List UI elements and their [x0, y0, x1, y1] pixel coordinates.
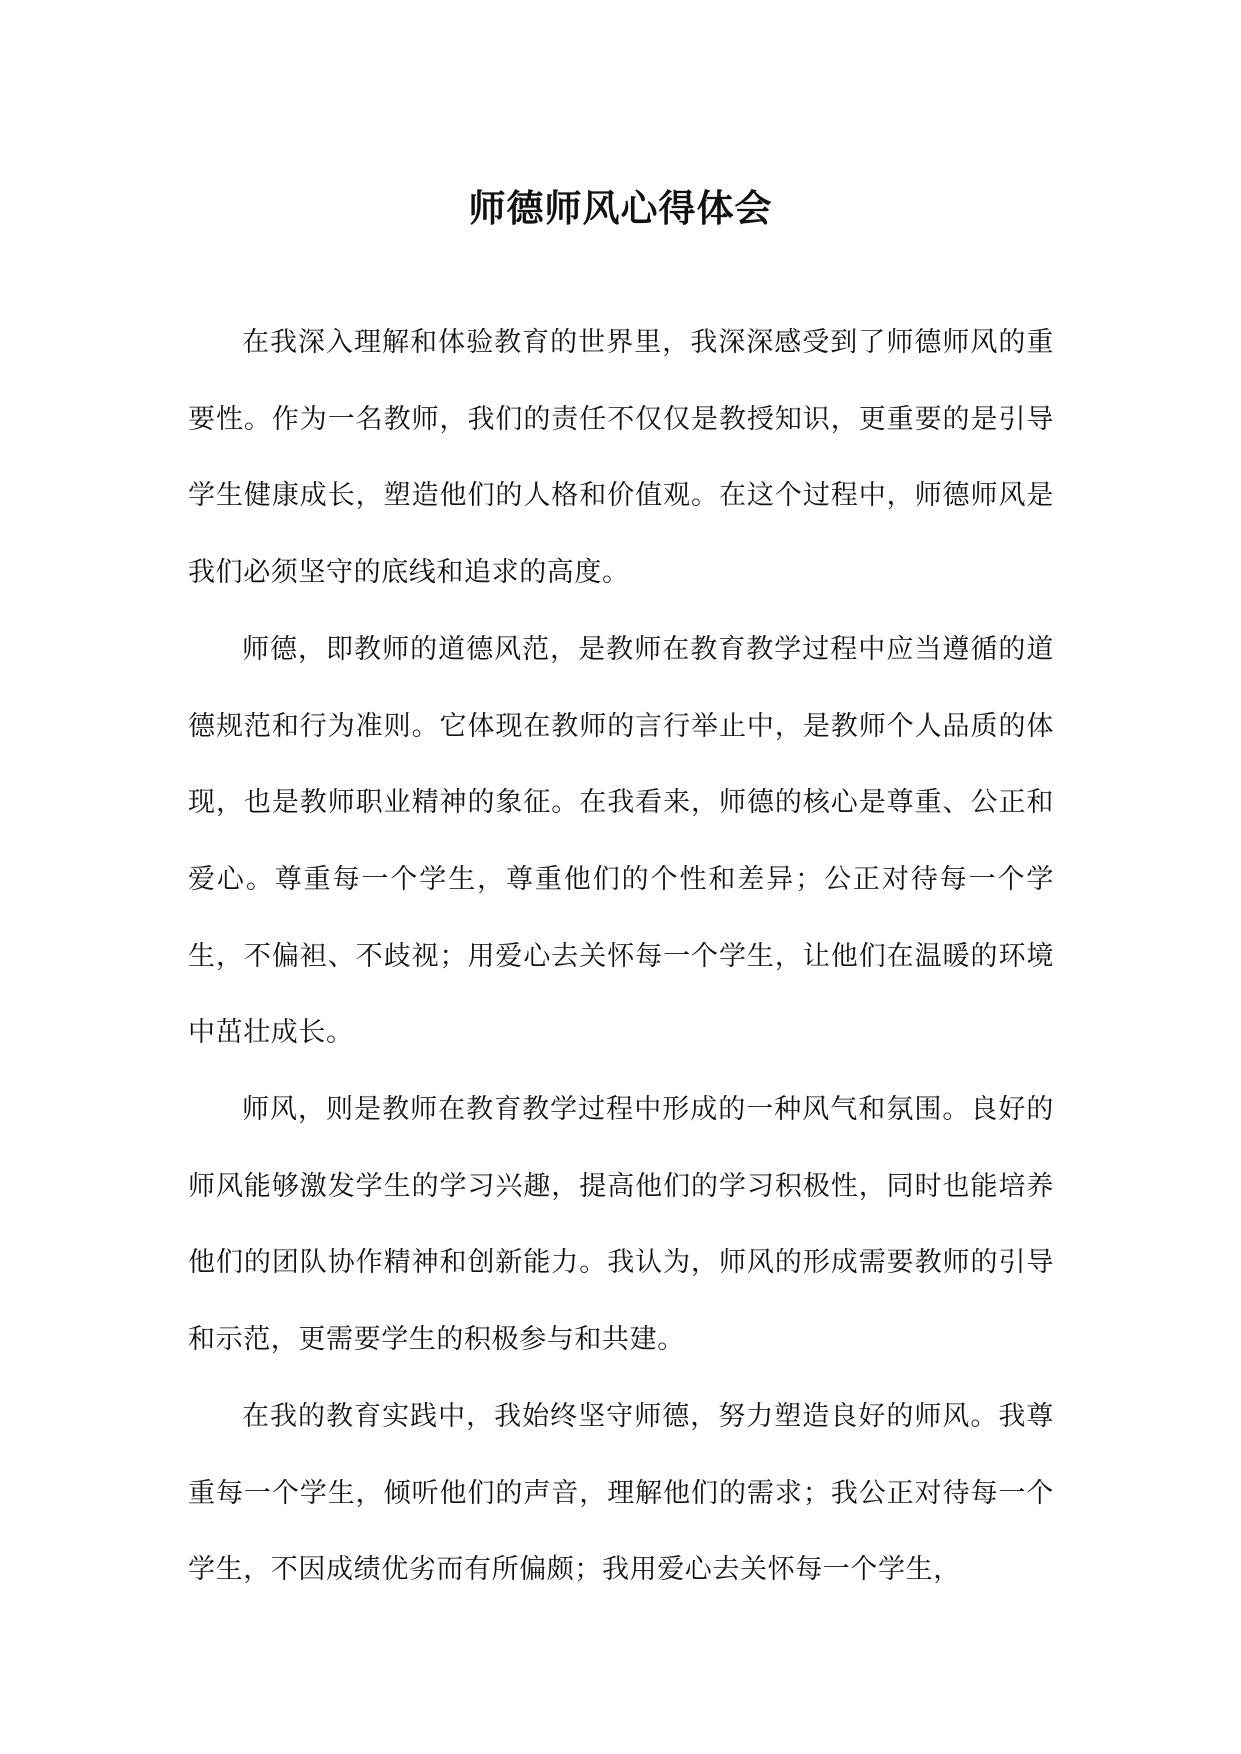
paragraph-2: 师德，即教师的道德风范，是教师在教育教学过程中应当遵循的道德规范和行为准则。它体现在教师的言行举止中，是教师个人品质的体现，也是教师职业精神的象征。在我看来，师德的核心是尊重、公正和爱心。尊重每一个学生，尊重他们的个性和差异；公正对待每一个学生，不偏袒、不歧视；用爱心去关怀每一个学生，让他们在温暖的环境中茁壮成长。	[188, 633, 1054, 1049]
document-title: 师德师风心得体会	[468, 186, 773, 230]
paragraph-3: 师风，则是教师在教育教学过程中形成的一种风气和氛围。良好的师风能够激发学生的学习兴趣，提高他们的学习积极性，同时也能培养他们的团队协作精神和创新能力。我认为，师风的形成需要教师的引导和示范，更需要学生的积极参与和共建。	[188, 1094, 1054, 1356]
document-body	[188, 305, 1054, 1609]
paragraph-1: 在我深入理解和体验教育的世界里，我深深感受到了师德师风的重要性。作为一名教师，我们的责任不仅仅是教授知识，更重要的是引导学生健康成长，塑造他们的人格和价值观。在这个过程中，师德师风是我们必须坚守的底线和追求的高度。	[188, 327, 1054, 589]
paragraph-4: 在我的教育实践中，我始终坚守师德，努力塑造良好的师风。我尊重每一个学生，倾听他们的声音，理解他们的需求；我公正对待每一个学生，不因成绩优劣而有所偏颇；我用爱心去关怀每一个学生，	[188, 1400, 1054, 1586]
